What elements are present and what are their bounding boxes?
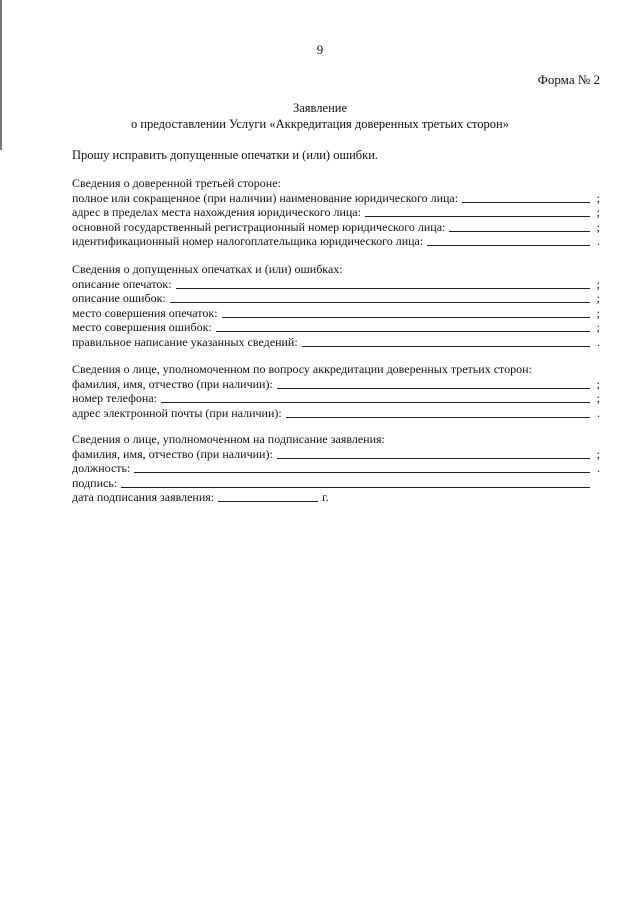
field-label: адрес электронной почты (при наличии): (72, 405, 282, 420)
field-label: адрес в пределах места нахождения юридического лица: (72, 205, 361, 220)
field-row (72, 220, 600, 235)
field-blank-line[interactable] (302, 346, 590, 347)
section-heading: Сведения о лице, уполномоченном по вопросу аккредитации доверенных третьих сторон: (72, 362, 532, 376)
field-blank-line[interactable] (176, 288, 590, 289)
field-blank-line[interactable] (449, 231, 590, 232)
field-blank-line[interactable] (277, 458, 590, 459)
field-blank-line[interactable] (462, 202, 590, 203)
field-label: описание ошибок: (72, 291, 166, 306)
field-row (72, 206, 600, 221)
field-end: . (597, 234, 600, 249)
field-label: фамилия, имя, отчество (при наличии): (72, 376, 273, 391)
section-typos (72, 262, 600, 350)
field-blank-line[interactable] (170, 302, 590, 303)
section-trusted-party (72, 176, 600, 249)
field-row (72, 476, 600, 491)
signature-blank-line[interactable] (121, 487, 590, 488)
title-line-1: Заявление (292, 101, 347, 115)
field-label: должность: (72, 461, 131, 476)
intro-text: Прошу исправить допущенные опечатки и (или) ошибки. (72, 148, 379, 162)
field-label: место совершения опечаток: (72, 305, 218, 320)
field-label: полное или сокращенное (при наличии) наименование юридического лица: (72, 190, 459, 205)
field-blank-line[interactable] (216, 331, 590, 332)
field-row (72, 292, 600, 307)
field-label: идентификационный номер налогоплательщика юридического лица: (72, 234, 424, 249)
field-row (72, 447, 600, 462)
field-end: . (597, 405, 600, 420)
field-row (72, 406, 600, 421)
field-blank-line[interactable] (134, 472, 590, 473)
field-end: ; (596, 219, 600, 234)
signing-date-suffix: г. (322, 490, 329, 505)
field-row (72, 462, 600, 477)
field-end: ; (596, 190, 600, 205)
signing-date-blank-line[interactable] (218, 501, 318, 502)
field-end: ; (596, 376, 600, 391)
field-label: фамилия, имя, отчество (при наличии): (72, 446, 273, 461)
section-heading: Сведения о допущенных опечатках и (или) ошибках: (72, 262, 343, 276)
section-accreditation-contact (72, 362, 600, 421)
signing-date-row (72, 491, 600, 506)
section-signatory (72, 432, 600, 505)
field-end: ; (596, 205, 600, 220)
field-blank-line[interactable] (286, 417, 590, 418)
field-end: . (597, 461, 600, 476)
field-end: ; (596, 276, 600, 291)
field-label: место совершения ошибок: (72, 320, 212, 335)
field-label: номер телефона: (72, 391, 158, 406)
field-end: ; (596, 391, 600, 406)
field-row (72, 306, 600, 321)
field-end: ; (596, 305, 600, 320)
section-heading: Сведения о доверенной третьей стороне: (72, 176, 281, 190)
field-label: правильное написание указанных сведений: (72, 334, 298, 349)
field-label: подпись: (72, 475, 118, 490)
section-heading: Сведения о лице, уполномоченном на подписание заявления: (72, 432, 385, 446)
form-number: Форма № 2 (537, 72, 600, 87)
field-end: . (597, 334, 600, 349)
field-label: описание опечаток: (72, 276, 172, 291)
page-number: 9 (316, 42, 324, 57)
field-end: ; (596, 291, 600, 306)
field-blank-line[interactable] (161, 402, 590, 403)
field-blank-line[interactable] (222, 317, 590, 318)
signing-date-label: дата подписания заявления: (72, 490, 215, 505)
title-line-2: о предоставлении Услуги «Аккредитация доверенных третьих сторон» (130, 117, 509, 131)
field-blank-line[interactable] (277, 388, 590, 389)
field-row (72, 392, 600, 407)
field-row (72, 235, 600, 250)
field-row (72, 191, 600, 206)
field-row (72, 321, 600, 336)
field-label: основной государственный регистрационный номер юридического лица: (72, 219, 446, 234)
field-row (72, 277, 600, 292)
field-blank-line[interactable] (365, 216, 590, 217)
field-row (72, 377, 600, 392)
document-title (0, 100, 640, 132)
field-end: ; (596, 446, 600, 461)
field-end: ; (596, 320, 600, 335)
field-row (72, 335, 600, 350)
field-blank-line[interactable] (427, 245, 590, 246)
